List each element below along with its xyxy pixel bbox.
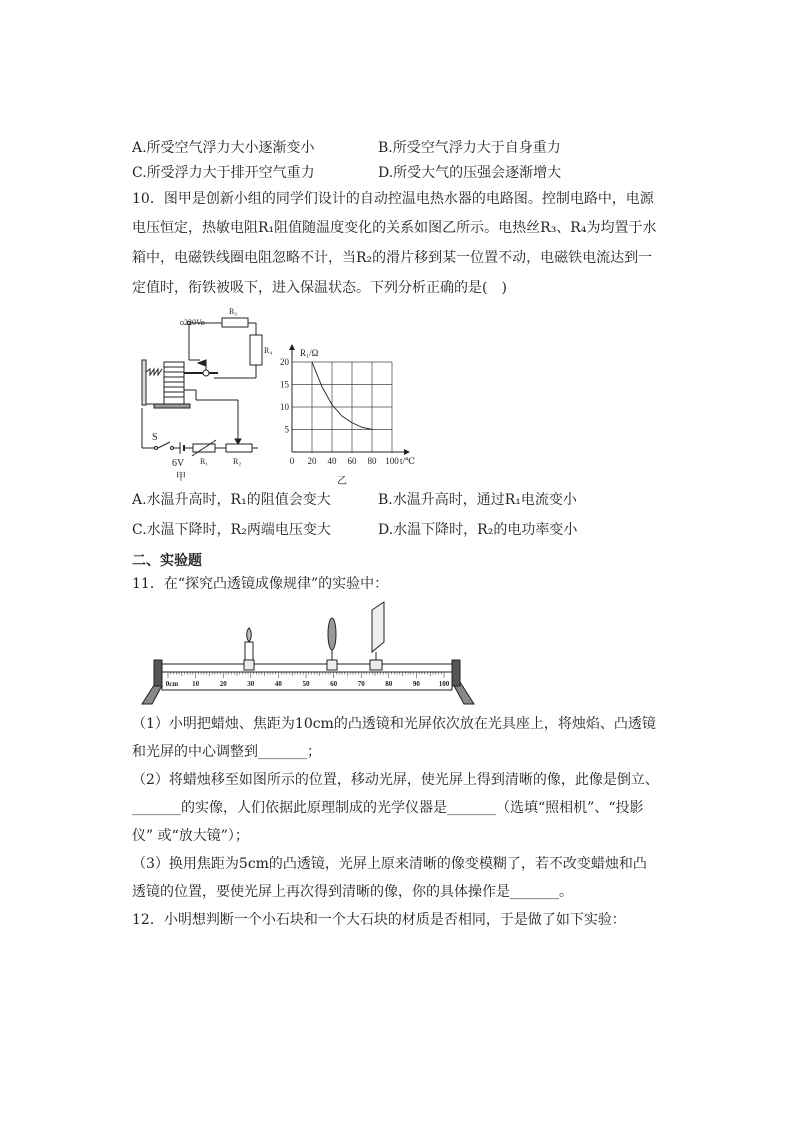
- circuit-r3-label: R₃: [229, 307, 238, 316]
- bench-tick-label: 80: [385, 680, 393, 688]
- bench-tick-label: 40: [274, 680, 282, 688]
- bench-tick-label: 90: [412, 680, 420, 688]
- bench-tick-label: 0cm: [165, 680, 179, 688]
- resistance-temperature-chart: [276, 336, 436, 488]
- circuit-r4-label: R₄: [264, 346, 273, 355]
- q10-stem-line-3: 箱中，电磁铁线圈电阻忽略不计，当R₂的滑片移到某一位置不动，电磁铁电流达到一: [132, 250, 653, 266]
- q11-part2-line-2: _______的实像，人们依据此原理制成的光学仪器是_______（选填“照相机”、“投影: [132, 800, 644, 816]
- y-axis-label: R₁/Ω: [300, 348, 319, 358]
- bench-tick-label: 100: [438, 680, 450, 688]
- q10-stem-line-1: 10．图甲是创新小组的同学们设计的自动控温电热水器的电路图。控制电路中，电源: [132, 191, 654, 207]
- q12-intro: 12．小明想判断一个小石块和一个大石块的材质是否相同，于是做了如下实验：: [132, 912, 626, 928]
- series-line-0: [312, 362, 372, 430]
- x-tick-label: 100: [385, 456, 399, 466]
- bench-tick-label: 60: [330, 680, 338, 688]
- circuit-diagram: [136, 300, 276, 485]
- circuit-caption: 甲: [176, 472, 186, 483]
- section-heading: 二、实验题: [132, 553, 202, 569]
- bench-tick-label: 70: [357, 680, 365, 688]
- x-tick-label: 60: [347, 456, 357, 466]
- q9-option-c: C.所受浮力大于排开空气重力: [132, 165, 315, 181]
- y-tick-label: 10: [280, 402, 289, 412]
- q10-option-d: D.水温下降时，R₂的电功率变小: [378, 522, 578, 538]
- q9-option-d: D.所受大气的压强会逐渐增大: [378, 165, 562, 181]
- circuit-switch-label: S: [152, 432, 158, 443]
- q10-option-b: B.水温升高时，通过R₁电流变小: [378, 492, 577, 508]
- circuit-r2-label: R₂: [233, 457, 242, 466]
- q11-part1-line-2: 和光屏的中心调整到_______；: [132, 744, 321, 760]
- q9-option-a: A.所受空气浮力大小逐渐变小: [132, 140, 315, 156]
- bench-tick-label: 20: [219, 680, 227, 688]
- x-tick-label: 0: [289, 456, 295, 466]
- circuit-battery-label: 6V: [172, 458, 185, 469]
- q11-part2-line-1: （2）将蜡烛移至如图所示的位置，移动光屏，使光屏上得到清晰的像，此像是倒立、: [132, 772, 659, 788]
- y-tick-label: 15: [280, 379, 289, 390]
- q10-stem-line-2: 电压恒定，热敏电阻R₁阻值随温度变化的关系如图乙所示。电热丝R₃、R₄为均置于水: [132, 220, 657, 236]
- y-tick-label: 20: [280, 357, 289, 367]
- chart-caption: 乙: [337, 476, 347, 487]
- bench-tick-label: 50: [302, 680, 310, 688]
- circuit-r1-label: R₁: [200, 457, 209, 466]
- x-tick-label: 80: [367, 456, 377, 466]
- x-axis-arrow: [404, 449, 410, 455]
- bench-tick-label: 30: [247, 680, 255, 688]
- q11-intro: 11．在“探究凸透镜成像规律”的实验中：: [132, 576, 389, 592]
- optical-bench-figure: [138, 600, 478, 710]
- x-tick-label: 20: [307, 456, 317, 466]
- q10-stem-line-4: 定值时，衔铁被吸下，进入保温状态。下列分析正确的是( ): [132, 280, 507, 296]
- q9-option-b: B.所受空气浮力大于自身重力: [378, 140, 561, 156]
- x-axis-label: t/℃: [400, 456, 416, 466]
- circuit-supply-label: o220Vo: [180, 318, 205, 327]
- q11-part2-line-3: 仪” 或“放大镜”）；: [132, 828, 249, 844]
- y-axis-arrow: [289, 344, 295, 350]
- q11-part3-line-1: （3）换用焦距为5cm的凸透镜，光屏上原来清晰的像变模糊了，若不改变蜡烛和凸: [132, 856, 647, 872]
- q11-part3-line-2: 透镜的位置，要使光屏上再次得到清晰的像，你的具体操作是_______。: [132, 884, 573, 900]
- x-tick-label: 40: [327, 456, 337, 466]
- y-tick-label: 5: [284, 424, 289, 435]
- q10-option-a: A.水温升高时，R₁的阻值会变大: [132, 492, 331, 508]
- q10-option-c: C.水温下降时，R₂两端电压变大: [132, 522, 331, 538]
- bench-tick-label: 10: [192, 680, 200, 688]
- q11-part1-line-1: （1）小明把蜡烛、焦距为10cm的凸透镜和光屏依次放在光具座上，将烛焰、凸透镜: [132, 716, 656, 732]
